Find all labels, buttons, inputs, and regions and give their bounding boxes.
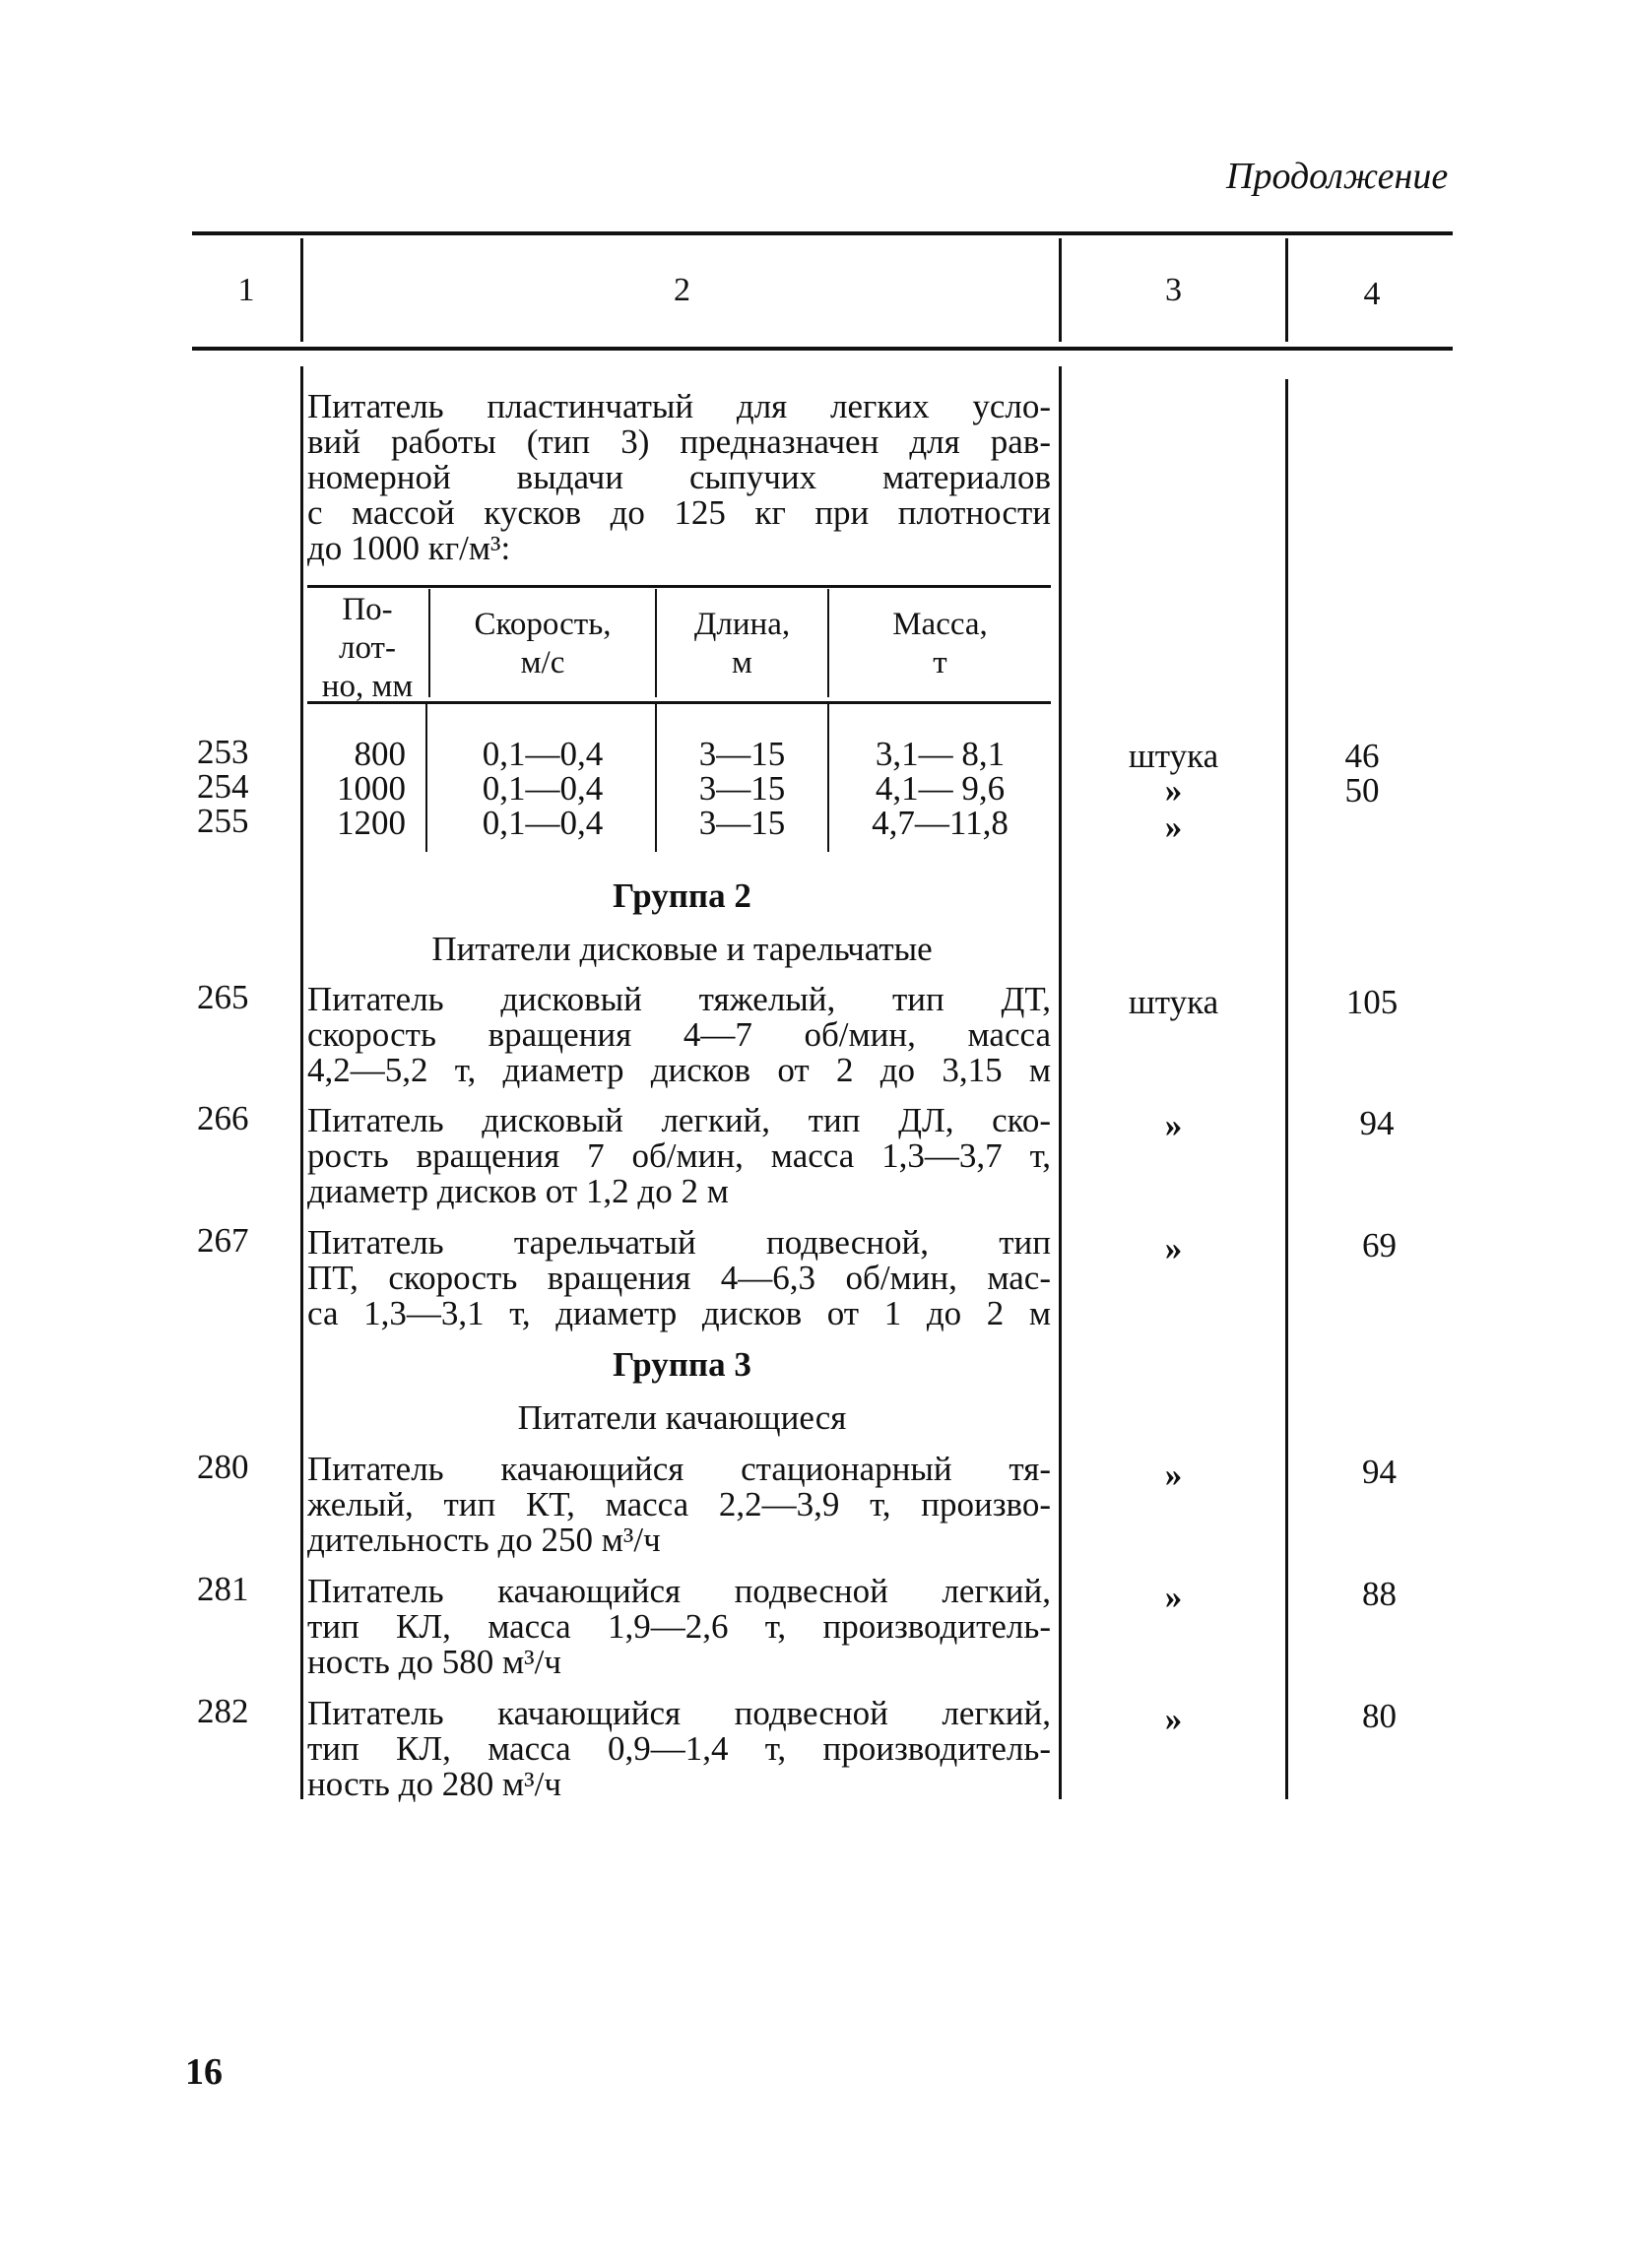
table-top-rule bbox=[192, 231, 1453, 235]
col-header-4: 4 bbox=[1363, 276, 1381, 312]
item-line: Питатель дисковый тяжелый, тип ДТ, bbox=[307, 980, 1051, 1018]
row-mass: 3,1— 8,1 bbox=[875, 735, 1006, 773]
page-number: 16 bbox=[185, 2051, 223, 2093]
item-line: Питатель качающийся подвесной легкий, bbox=[307, 1694, 1051, 1732]
item-description bbox=[307, 982, 1051, 1088]
item-unit: » bbox=[1164, 1456, 1183, 1494]
row-width: 1000 bbox=[337, 769, 406, 808]
item-unit: штука bbox=[1128, 983, 1219, 1021]
item-line: ПТ, скорость вращения 4—6,3 об/мин, мас- bbox=[307, 1259, 1051, 1297]
hdr-width-line-3: но, мм bbox=[321, 669, 414, 704]
item-code: 267 bbox=[197, 1221, 249, 1260]
intro-line-1: Питатель пластинчатый для легких усло- bbox=[307, 387, 1051, 425]
row-speed: 0,1—0,4 bbox=[482, 769, 604, 808]
item-description bbox=[307, 1225, 1051, 1331]
item-line: дительность до 250 м³/ч bbox=[307, 1521, 661, 1559]
item-line: ность до 280 м³/ч bbox=[307, 1765, 561, 1803]
item-unit: » bbox=[1164, 1700, 1183, 1738]
item-line: тип КЛ, масса 1,9—2,6 т, производитель- bbox=[307, 1607, 1051, 1646]
item-line: скорость вращения 4—7 об/мин, масса bbox=[307, 1015, 1051, 1054]
item-line: Питатель тарельчатый подвесной, тип bbox=[307, 1223, 1051, 1262]
hdr-width-line-2: лот- bbox=[339, 630, 396, 666]
intro-line-2: вий работы (тип 3) предназначен для рав- bbox=[307, 422, 1051, 461]
group2-subtitle: Питатели дисковые и тарельчатые bbox=[431, 930, 933, 968]
item-unit: » bbox=[1164, 1578, 1183, 1616]
hdr-mass-line-1: Масса, bbox=[892, 607, 988, 642]
row-value: 50 bbox=[1344, 771, 1380, 810]
item-code: 281 bbox=[197, 1570, 249, 1608]
subtable-header-speed bbox=[430, 606, 655, 682]
intro-line-5: до 1000 кг/м³: bbox=[307, 529, 511, 567]
item-value: 88 bbox=[1362, 1575, 1397, 1613]
item-line: са 1,3—3,1 т, диаметр дисков от 1 до 2 м bbox=[307, 1294, 1051, 1332]
item-line: Питатель дисковый легкий, тип ДЛ, ско- bbox=[307, 1101, 1051, 1139]
item-value: 69 bbox=[1362, 1226, 1397, 1264]
item-line: диаметр дисков от 1,2 до 2 м bbox=[307, 1172, 729, 1210]
item-description bbox=[307, 1103, 1051, 1209]
item-description bbox=[307, 1452, 1051, 1558]
hdr-length-line-1: Длина, bbox=[693, 607, 791, 642]
row-mass: 4,7—11,8 bbox=[872, 804, 1009, 842]
row-speed: 0,1—0,4 bbox=[482, 804, 604, 842]
subtable-top-rule bbox=[307, 585, 1051, 588]
subtable-div-1-body bbox=[425, 704, 427, 852]
item-line: Питатель качающийся подвесной легкий, bbox=[307, 1572, 1051, 1610]
row-width: 1200 bbox=[337, 804, 406, 842]
subtable-header-length bbox=[657, 606, 827, 682]
hdr-speed-line-1: Скорость, bbox=[474, 607, 612, 642]
group3-subtitle: Питатели качающиеся bbox=[517, 1398, 847, 1437]
col-divider-1 bbox=[300, 366, 303, 1799]
row-code: 254 bbox=[197, 767, 249, 806]
item-line: рость вращения 7 об/мин, масса 1,3—3,7 т, bbox=[307, 1136, 1051, 1175]
hdr-speed-line-2: м/с bbox=[520, 645, 565, 680]
item-unit: » bbox=[1164, 1106, 1183, 1144]
item-value: 105 bbox=[1345, 983, 1399, 1021]
row-length: 3—15 bbox=[698, 769, 786, 808]
row-code: 253 bbox=[197, 733, 249, 771]
subtable-header-width bbox=[307, 591, 427, 706]
item-description bbox=[307, 1696, 1051, 1802]
col-header-1: 1 bbox=[237, 272, 255, 308]
row-unit: » bbox=[1164, 808, 1183, 846]
intro-line-3: номерной выдачи сыпучих материалов bbox=[307, 458, 1051, 496]
item-line: желый, тип КТ, масса 2,2—3,9 т, произво- bbox=[307, 1485, 1051, 1523]
continuation-label: Продолжение bbox=[1226, 156, 1449, 197]
col-header-2: 2 bbox=[674, 272, 690, 308]
item-line: Питатель качающийся стационарный тя- bbox=[307, 1450, 1051, 1488]
subtable-header-mass bbox=[829, 606, 1051, 682]
intro-line-4: с массой кусков до 125 кг при плотности bbox=[307, 493, 1051, 532]
row-length: 3—15 bbox=[698, 735, 786, 773]
item-value: 94 bbox=[1362, 1453, 1397, 1491]
item-code: 282 bbox=[197, 1692, 249, 1730]
item-description bbox=[307, 1574, 1051, 1680]
row-unit: » bbox=[1164, 771, 1183, 810]
group3-title: Группа 3 bbox=[613, 1345, 751, 1384]
row-value: 46 bbox=[1344, 737, 1380, 775]
row-width: 800 bbox=[354, 735, 406, 773]
item-value: 80 bbox=[1362, 1697, 1397, 1735]
hdr-length-line-2: м bbox=[732, 645, 752, 680]
col-header-3: 3 bbox=[1165, 272, 1182, 308]
row-length: 3—15 bbox=[698, 804, 786, 842]
row-unit: штука bbox=[1128, 737, 1219, 775]
item-line: ность до 580 м³/ч bbox=[307, 1643, 561, 1681]
hdr-width-line-1: По- bbox=[342, 592, 393, 627]
item-code: 280 bbox=[197, 1448, 249, 1486]
row-mass: 4,1— 9,6 bbox=[875, 769, 1006, 808]
item-value: 94 bbox=[1359, 1104, 1395, 1142]
item-code: 265 bbox=[197, 978, 249, 1016]
item-line: тип КЛ, масса 0,9—1,4 т, производитель- bbox=[307, 1729, 1051, 1768]
item-line: 4,2—5,2 т, диаметр дисков от 2 до 3,15 м bbox=[307, 1051, 1051, 1089]
intro-paragraph bbox=[307, 389, 1051, 566]
item-code: 266 bbox=[197, 1099, 249, 1137]
group2-title: Группа 2 bbox=[613, 876, 751, 915]
row-code: 255 bbox=[197, 802, 249, 840]
hdr-mass-line-2: т bbox=[933, 645, 947, 680]
header-bottom-rule bbox=[192, 347, 1453, 351]
col-divider-1-header bbox=[300, 238, 303, 342]
row-speed: 0,1—0,4 bbox=[482, 735, 604, 773]
item-unit: » bbox=[1164, 1229, 1183, 1267]
